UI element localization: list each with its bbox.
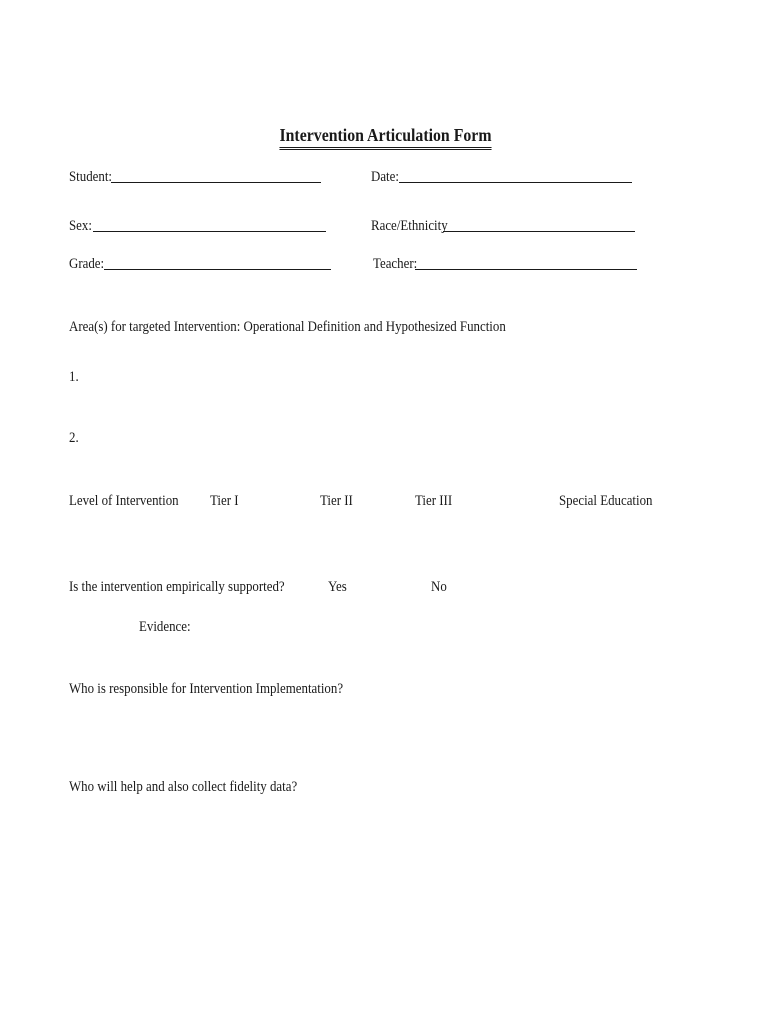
grade-label: Grade: [69, 256, 105, 272]
option-tier-1[interactable]: Tier I [210, 493, 239, 509]
responsible-question: Who is responsible for Intervention Implementation? [69, 681, 344, 697]
empirical-support-question: Is the intervention empirically supported? [69, 579, 285, 595]
race-ethnicity-field[interactable] [443, 231, 635, 232]
form-title [0, 124, 770, 150]
sex-label: Sex: [69, 218, 92, 234]
date-field[interactable] [399, 182, 632, 183]
option-special-education[interactable]: Special Education [559, 493, 653, 509]
teacher-field[interactable] [415, 269, 637, 270]
option-yes[interactable]: Yes [328, 579, 347, 595]
race-ethnicity-label: Race/Ethnicity [371, 218, 448, 234]
grade-field[interactable] [104, 269, 331, 270]
evidence-label: Evidence: [139, 619, 191, 635]
teacher-label: Teacher: [373, 256, 418, 272]
level-of-intervention-label: Level of Intervention [69, 493, 179, 509]
areas-heading: Area(s) for targeted Intervention: Operational Definition and Hypothesized Function [69, 319, 506, 335]
option-tier-2[interactable]: Tier II [320, 493, 353, 509]
date-label: Date: [371, 169, 399, 185]
option-no[interactable]: No [431, 579, 447, 595]
student-label: Student: [69, 169, 113, 185]
option-tier-3[interactable]: Tier III [415, 493, 453, 509]
sex-field[interactable] [93, 231, 326, 232]
student-field[interactable] [111, 182, 321, 183]
area-item-2: 2. [69, 430, 79, 446]
area-item-1: 1. [69, 369, 79, 385]
form-title-text: Intervention Articulation Form [279, 124, 491, 150]
fidelity-question: Who will help and also collect fidelity data? [69, 779, 298, 795]
